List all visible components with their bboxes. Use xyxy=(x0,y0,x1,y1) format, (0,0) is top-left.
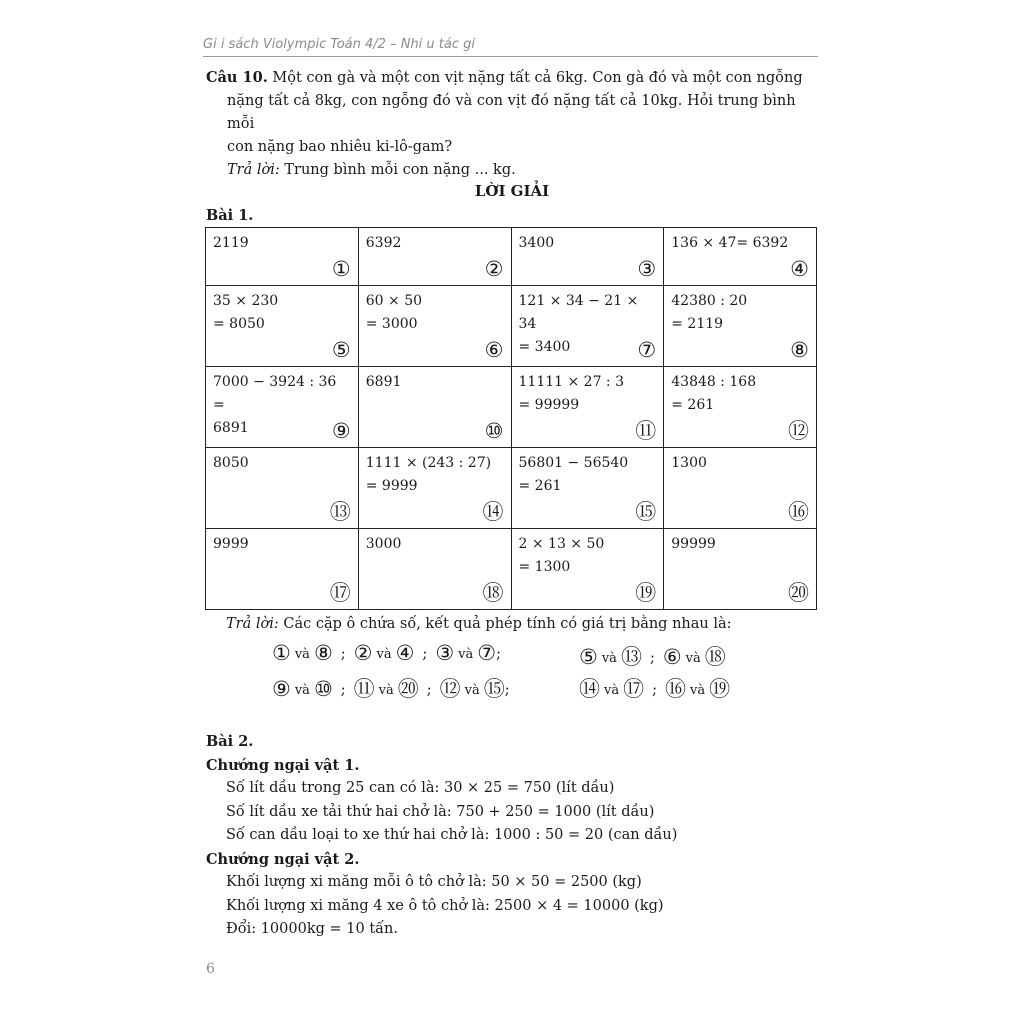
table-cell xyxy=(664,228,817,286)
pair-separator: ; xyxy=(652,682,657,698)
table-cell xyxy=(511,448,664,529)
cell-number: ④ xyxy=(790,257,809,281)
pair-first-number: ① xyxy=(272,641,291,665)
cell-expression: 56801 − 56540 = 261 xyxy=(518,455,629,494)
table-row xyxy=(206,286,817,367)
pair-connector: và xyxy=(378,683,394,698)
cell-expression: 2119 xyxy=(213,235,249,251)
cell-number: ⑤ xyxy=(331,338,351,362)
cell-number: ② xyxy=(484,257,504,281)
pair-second-number: ⑳ xyxy=(397,677,419,701)
table-cell xyxy=(511,286,664,367)
cell-number: ⑥ xyxy=(484,338,504,362)
question-10-line-1: Một con gà và một con vịt nặng tất cả 6kg. Con gà đó và một con ngỗng xyxy=(267,70,803,86)
obstacle-1-line-2: Số lít dầu xe tải thứ hai chở là: 750 + 250 = 1000 (lít dầu) xyxy=(226,803,655,820)
pair-separator: ; xyxy=(496,646,501,662)
table-cell xyxy=(664,286,817,367)
question-10-answer-label: Trả lời: xyxy=(227,162,280,178)
obstacle-2-line-2: Khối lượng xi măng 4 xe ô tô chở là: 2500 × 4 = 10000 (kg) xyxy=(226,897,664,914)
pair-second-number: ④ xyxy=(395,641,415,665)
question-10 xyxy=(206,66,818,182)
pairs-row-1-left xyxy=(272,641,501,665)
table-row xyxy=(206,228,817,286)
bai-1-answer xyxy=(226,616,732,632)
cell-number: ⑨ xyxy=(331,419,351,443)
pair-first-number: ⑭ xyxy=(579,677,600,701)
pair-separator: ; xyxy=(340,682,346,698)
pairs-row-2-left xyxy=(272,673,510,703)
page-number: 6 xyxy=(206,961,215,977)
cell-number: ⑲ xyxy=(635,581,657,605)
cell-expression: 2 × 13 × 50 = 1300 xyxy=(518,536,605,575)
table-cell xyxy=(206,367,359,448)
table-cell xyxy=(358,286,511,367)
cell-expression: 11111 × 27 : 3 = 99999 xyxy=(518,374,625,413)
pair-first-number: ⑪ xyxy=(353,677,375,701)
pair-first-number: ③ xyxy=(435,641,455,665)
table-cell xyxy=(206,529,359,610)
cell-number: ③ xyxy=(637,257,657,281)
cell-number: ⑬ xyxy=(329,500,351,524)
cell-number: ⑯ xyxy=(788,500,809,524)
question-10-line-3: con nặng bao nhiêu ki-lô-gam? xyxy=(227,139,453,155)
table-cell xyxy=(358,367,511,448)
cell-expression: 9999 xyxy=(213,536,249,552)
pair-connector: và xyxy=(685,651,701,666)
pair-second-number: ⑲ xyxy=(709,677,731,701)
cell-expression: 6891 xyxy=(365,374,402,390)
pair-connector: và xyxy=(458,647,474,662)
cell-number: ⑰ xyxy=(329,581,351,605)
cell-expression: 35 × 230 = 8050 xyxy=(213,293,279,332)
cell-expression: 42380 : 20 = 2119 xyxy=(671,293,748,332)
table-cell xyxy=(664,448,817,529)
table-cell xyxy=(206,228,359,286)
cell-expression: 121 × 34 − 21 × 34 = 3400 xyxy=(518,293,639,355)
cell-number: ⑪ xyxy=(635,419,657,443)
obstacle-1-line-3: Số can dầu loại to xe thứ hai chở là: 1000 : 50 = 20 (can dầu) xyxy=(226,827,678,843)
pairs-row-1-right xyxy=(579,641,726,671)
table-cell xyxy=(206,448,359,529)
table-cell xyxy=(511,367,664,448)
pair-separator: ; xyxy=(426,682,432,698)
cell-number: ⑧ xyxy=(790,338,809,362)
pair-connector: và xyxy=(294,647,310,662)
obstacle-1-line-1: Số lít dầu trong 25 can có là: 30 × 25 = 750 (lít dầu) xyxy=(226,780,615,796)
question-10-label: Câu 10. xyxy=(206,69,268,86)
cell-expression: 7000 − 3924 : 36 = 6891 xyxy=(213,374,337,436)
pair-separator: ; xyxy=(340,646,346,662)
cell-number: ⑭ xyxy=(482,500,504,524)
solution-title: LỜI GIẢI xyxy=(474,182,550,200)
cell-expression: 3000 xyxy=(365,536,402,552)
bai-1-label: Bài 1. xyxy=(206,207,254,224)
cell-number: ⑦ xyxy=(637,338,657,362)
pair-first-number: ⑯ xyxy=(665,677,686,701)
cell-expression: 99999 xyxy=(671,536,716,552)
table-row xyxy=(206,448,817,529)
pair-second-number: ⑦ xyxy=(477,641,497,665)
obstacle-2-title: Chướng ngại vật 2. xyxy=(206,850,360,868)
question-10-answer-text: Trung bình mỗi con nặng ... kg. xyxy=(279,162,516,178)
pair-first-number: ② xyxy=(353,641,373,665)
cell-expression: 60 × 50 = 3000 xyxy=(365,293,423,332)
table-cell xyxy=(358,448,511,529)
pair-first-number: ⑫ xyxy=(439,677,461,701)
cell-number: ⑱ xyxy=(482,581,504,605)
cell-expression: 6392 xyxy=(365,235,402,251)
table-cell xyxy=(664,529,817,610)
bai-2 xyxy=(206,730,818,942)
bai-2-label: Bài 2. xyxy=(206,733,254,750)
obstacle-2-line-3: Đổi: 10000kg = 10 tấn. xyxy=(226,921,398,937)
table-cell xyxy=(664,367,817,448)
pair-connector: và xyxy=(604,683,620,698)
table-cell xyxy=(206,286,359,367)
cell-number: ① xyxy=(331,257,351,281)
bai-1-answer-label: Trả lời: xyxy=(226,616,279,632)
pair-second-number: ⑬ xyxy=(620,645,642,669)
cell-expression: 8050 xyxy=(213,455,249,471)
pair-second-number: ⑮ xyxy=(483,677,505,701)
question-10-line-2: nặng tất cả 8kg, con ngỗng đó và con vịt đó nặng tất cả 10kg. Hỏi trung bình mỗi xyxy=(227,93,796,132)
pairs-row-2-right xyxy=(579,673,730,703)
pair-second-number: ⑰ xyxy=(623,677,645,701)
table-cell xyxy=(358,228,511,286)
pair-separator: ; xyxy=(422,646,428,662)
pair-connector: và xyxy=(376,647,392,662)
cell-number: ⑫ xyxy=(788,419,809,443)
table-cell xyxy=(511,529,664,610)
pair-connector: và xyxy=(464,683,480,698)
obstacle-2-line-1: Khối lượng xi măng mỗi ô tô chở là: 50 × 50 = 2500 (kg) xyxy=(226,874,642,890)
cell-expression: 1111 × (243 : 27) = 9999 xyxy=(365,455,492,494)
header-rule xyxy=(203,56,818,57)
bai-1-table xyxy=(205,227,817,610)
table-row xyxy=(206,367,817,448)
cell-expression: 3400 xyxy=(518,235,555,251)
pair-connector: và xyxy=(690,683,706,698)
pair-first-number: ⑤ xyxy=(579,645,598,669)
pair-connector: và xyxy=(601,651,617,666)
pair-second-number: ⑧ xyxy=(313,641,333,665)
pair-separator: ; xyxy=(504,682,510,698)
pair-second-number: ⑱ xyxy=(704,645,726,669)
running-header: Gi i sách Violympic Toán 4/2 – Nhi u tác gi xyxy=(203,37,475,52)
table-row xyxy=(206,529,817,610)
cell-number: ⑮ xyxy=(635,500,657,524)
pair-first-number: ⑥ xyxy=(662,645,682,669)
bai-1-answer-text: Các cặp ô chứa số, kết quả phép tính có giá trị bằng nhau là: xyxy=(278,616,732,632)
obstacle-1-title: Chướng ngại vật 1. xyxy=(206,756,360,774)
cell-expression: 1300 xyxy=(671,455,707,471)
table-cell xyxy=(511,228,664,286)
pair-second-number: ⑩ xyxy=(313,677,333,701)
table-cell xyxy=(358,529,511,610)
cell-number: ⑩ xyxy=(484,419,504,443)
pair-first-number: ⑨ xyxy=(272,677,291,701)
cell-number: ⑳ xyxy=(788,581,809,605)
cell-expression: 136 × 47= 6392 xyxy=(671,235,789,251)
pair-connector: và xyxy=(294,683,310,698)
pair-separator: ; xyxy=(649,650,655,666)
cell-expression: 43848 : 168 = 261 xyxy=(671,374,757,413)
